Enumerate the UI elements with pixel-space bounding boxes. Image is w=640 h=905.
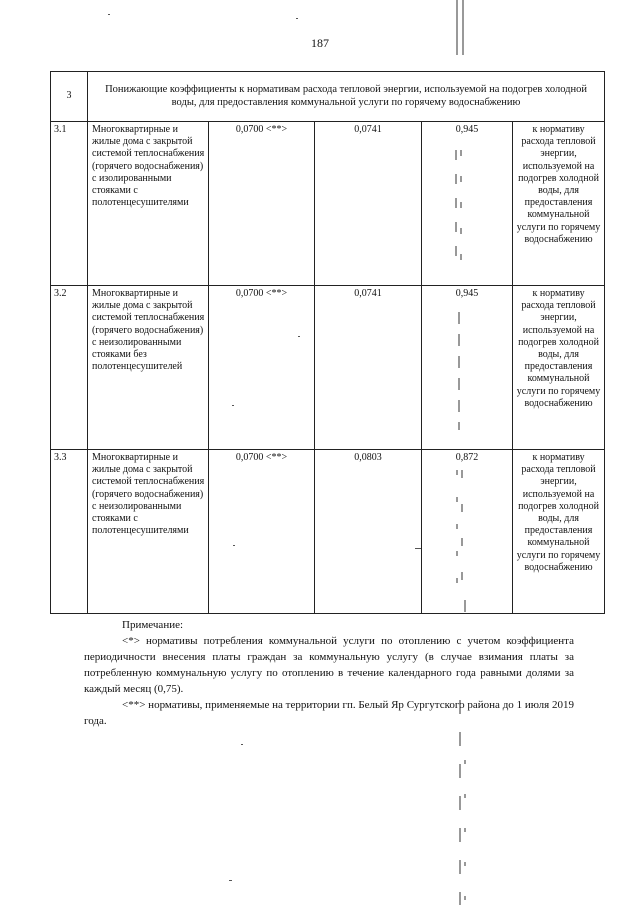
- row-number: 3.1: [51, 122, 88, 286]
- row-note: к нормативу расхода тепловой энергии, используемой на подогрев холодной воды, для предоставления коммунальной услуги по горячему водоснабжению: [513, 286, 605, 450]
- table-row: [51, 450, 605, 614]
- table-row: [51, 286, 605, 450]
- row-note: к нормативу расхода тепловой энергии, используемой на подогрев холодной воды, для предоставления коммунальной услуги по горячему водоснабжению: [513, 450, 605, 614]
- row-number: 3.2: [51, 286, 88, 450]
- row-note: к нормативу расхода тепловой энергии, используемой на подогрев холодной воды, для предоставления коммунальной услуги по горячему водоснабжению: [513, 122, 605, 286]
- row-number: 3.3: [51, 450, 88, 614]
- note-footnote-2: <**> нормативы, применяемые на территории гп. Белый Яр Сургутского района до 1 июля 2019 года.: [84, 699, 574, 727]
- row-value-1: 0,0700 <**>: [209, 286, 315, 450]
- row-value-1: 0,0700 <**>: [209, 450, 315, 614]
- page-number: 187: [311, 36, 329, 50]
- table-row: [51, 122, 605, 286]
- row-value-2: 0,0803: [315, 450, 422, 614]
- row-value-2: 0,0741: [315, 122, 422, 286]
- notes-title: Примечание:: [122, 619, 184, 631]
- section-title: Понижающие коэффициенты к нормативам расхода тепловой энергии, используемой на подогрев холодной воды, для предоставления коммунальной услуги по горячему водоснабжению: [88, 72, 605, 122]
- row-value-3: 0,872: [422, 450, 513, 614]
- row-value-2: 0,0741: [315, 286, 422, 450]
- row-description: Многоквартирные и жилые дома с закрытой системой теплоснабжения (горячего водоснабжения) с изолированными стояками с полотенцесушителями: [88, 122, 209, 286]
- note-footnote-1: <*> нормативы потребления коммунальной услуги по отоплению с учетом коэффициента периодичности внесения платы граждан за коммунальную услугу (в случае взимания платы за потребленную коммунальную услугу по отоплению в течение календарного года равными долями за каждый месяц (0,75).: [84, 635, 574, 695]
- row-value-3: 0,945: [422, 286, 513, 450]
- row-description: Многоквартирные и жилые дома с закрытой системой теплоснабжения (горячего водоснабжения) с неизолированными стояками с полотенцесушителями: [88, 450, 209, 614]
- section-number: 3: [51, 72, 88, 122]
- row-value-1: 0,0700 <**>: [209, 122, 315, 286]
- section-header-row: [51, 72, 605, 122]
- notes-block: [84, 617, 574, 729]
- row-description: Многоквартирные и жилые дома с закрытой системой теплоснабжения (горячего водоснабжения) с неизолированными стояками без полотенцесушителей: [88, 286, 209, 450]
- coefficients-table: [50, 71, 605, 614]
- row-value-3: 0,945: [422, 122, 513, 286]
